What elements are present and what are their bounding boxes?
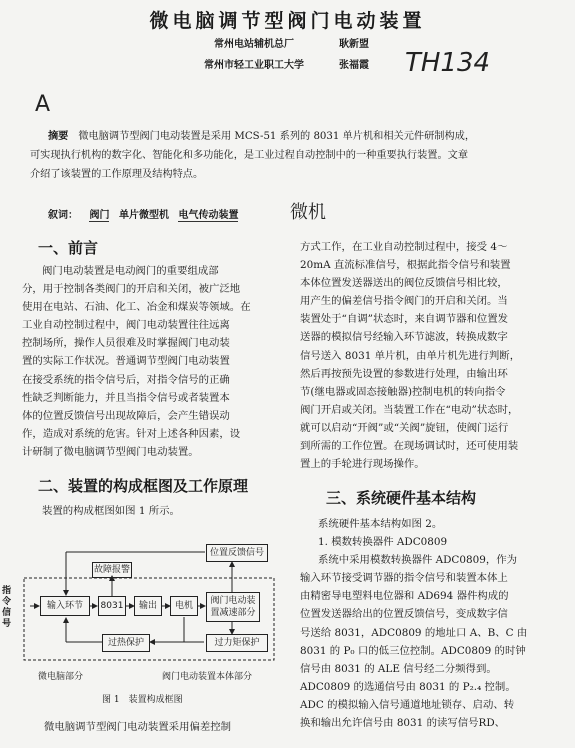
s1-line-11: 计研制了微电脑调节型阀门电动装置。 [22, 445, 199, 458]
paper-title: 微电脑调节型阀门电动装置 [149, 10, 426, 32]
s3-line-2: 1. 模数转换器件 ADC0809 [318, 536, 448, 549]
handwritten-class-number: TH134 [405, 48, 491, 78]
s1-line-8: 性缺乏判断能力，并且当指令信号或者装置本 [22, 391, 230, 404]
affiliation-author-1: 耿新盟 [339, 39, 369, 50]
abstract-line-2: 可实现执行机构的数字化、智能化和多功能化，是工业过程自动控制中的一种重要执行装置。文章 [30, 150, 469, 161]
s3-line-7: 号送给 8031，ADC0809 的地址口 A、B、C 由 [300, 626, 528, 639]
diagram-left-label: 微电脑部分 [38, 672, 84, 682]
s3-line-6: 位置发送器给出的位置反馈信号，变成数字信 [300, 608, 508, 621]
section-1-body [22, 262, 292, 461]
keyword-3: 电气传动装置 [178, 210, 239, 221]
diagram-input-label: 指令信号 [2, 586, 12, 629]
rc-line-1: 方式工作，在工业自动控制过程中，接受 4～ [300, 241, 508, 253]
box-fault-alarm: 故障报警 [92, 562, 132, 578]
figure-caption: 图 1 装置构成框图 [102, 695, 183, 705]
s1-line-7: 在接受系统的指令信号后，对指令信号的正确 [22, 373, 230, 386]
s1-line-6: 置的实际工作状况。普通调节型阀门电动装置 [22, 355, 230, 368]
abstract-label: 摘要 [48, 130, 69, 142]
section-1-title: 一、前言 [38, 239, 99, 257]
s1-line-10: 作，造成对系统的危害。针对上述各种因素，设 [22, 427, 241, 440]
box-overheat-protect: 过热保护 [102, 634, 150, 652]
rc-line-7: 信号送入 8031 单片机，由单片机先进行判断， [300, 349, 521, 362]
rc-line-8: 然后再按预先设置的参数进行处理，由输出环 [300, 367, 508, 380]
rc-line-11: 就可以启动“开阀”或“关阀”旋钮，使阀门运行 [300, 421, 509, 434]
affiliation-org-2: 常州市轻工业职工大学 [204, 60, 304, 71]
right-column-body [300, 238, 555, 473]
s1-line-9: 体的位置反馈信号出现故障后，会产生错误动 [22, 409, 230, 422]
section-3-body [300, 515, 555, 732]
s3-line-10: ADC0809 的选通信号由 8031 的 P₂.₄ 控制。 [300, 680, 516, 693]
s1-line-1: 阀门电动装置是电动阀门的重要组成部 [42, 265, 219, 277]
keywords [48, 206, 238, 221]
abstract [30, 127, 558, 184]
box-valve-gear: 阀门电动装置减速部分 [206, 592, 260, 622]
s3-line-1: 系统硬件基本结构如图 2。 [318, 518, 443, 530]
s1-line-5: 控制场所，操作人员很难及时掌握阀门电动装 [22, 337, 230, 350]
section-2-title: 二、装置的构成框图及工作原理 [38, 477, 249, 495]
diagram-right-label: 阀门电动装置本体部分 [162, 672, 253, 682]
rc-line-3: 本体位置发送器送出的阀位反馈信号相比较， [300, 277, 508, 290]
abstract-line-3: 介绍了该装置的工作原理及结构特点。 [30, 169, 204, 180]
section-2-intro: 装置的构成框图如图 1 所示。 [42, 505, 180, 517]
s3-line-12: 换和输出允许信号由 8031 的读写信号RD、 [300, 717, 506, 730]
s3-line-11: ADC 的模拟输入信号通道地址锁存、启动、转 [300, 698, 515, 711]
s1-line-2: 分，用于控制各类阀门的开启和关闭，被广泛地 [22, 283, 241, 296]
rc-line-10: 阀门开启或关闭。当装置工作在“电动”状态时， [300, 403, 519, 416]
box-motor: 电机 [170, 596, 198, 616]
abstract-line-1: 微电脑调节型阀门电动装置是采用 MCS-51 系列的 8031 单片机和相关元件研制构成， [78, 131, 476, 142]
keywords-label: 叙词： [48, 210, 78, 221]
rc-line-2: 20mA 直流标准信号，根据此指令信号和装置 [300, 259, 511, 272]
rc-line-5: 装置处于“自调”状态时，来自调节器和位置发 [300, 313, 509, 326]
rc-line-13: 置上的手轮进行现场操作。 [300, 458, 425, 471]
box-overtorque-protect: 过力矩保护 [206, 634, 268, 652]
section-2-body-start: 微电脑调节型阀门电动装置采用偏差控制 [44, 721, 232, 733]
rc-line-9: 节(继电器或固态接触器)控制电机的转向指令 [300, 385, 506, 398]
handwritten-keyword-mark: 微机 [290, 202, 326, 223]
box-8031: 8031 [98, 596, 126, 616]
s1-line-3: 使用在电站、石油、化工、冶金和煤炭等领域。在 [22, 301, 251, 314]
handwritten-mark-a: A [35, 92, 51, 117]
s3-line-8: 8031 的 P₀ 口的低三位控制。ADC0809 的时钟 [300, 644, 526, 657]
rc-line-4: 用产生的偏差信号指令阀门的开启和关闭。当 [300, 295, 508, 308]
affiliation-org-1: 常州电站辅机总厂 [214, 39, 294, 50]
block-diagram [2, 538, 292, 728]
s3-line-3: 系统中采用模数转换器件 ADC0809，作为 [318, 554, 517, 567]
s1-line-4: 工业自动控制过程中，阀门电动装置往往远离 [22, 319, 230, 332]
keyword-1: 阀门 [89, 210, 110, 221]
s3-line-9: 信号由 8031 的 ALE 信号经二分频得到。 [300, 662, 497, 675]
rc-line-12: 到所需的工作位置。在现场调试时，还可使用装 [300, 440, 519, 453]
affiliation-author-2: 张福霞 [339, 60, 369, 71]
s3-line-5: 由精密导电塑料电位器和 AD694 器件构成的 [300, 590, 509, 603]
box-input-stage: 输入环节 [40, 596, 90, 616]
box-output: 输出 [134, 596, 162, 616]
keyword-2: 单片微型机 [118, 210, 169, 221]
rc-line-6: 送器的模拟信号经输入环节滤波，转换成数字 [300, 331, 508, 344]
s3-line-4: 输入环节接受调节器的指令信号和装置本体上 [300, 572, 508, 585]
section-3-title: 三、系统硬件基本结构 [326, 489, 477, 507]
box-position-feedback: 位置反馈信号 [206, 544, 268, 562]
